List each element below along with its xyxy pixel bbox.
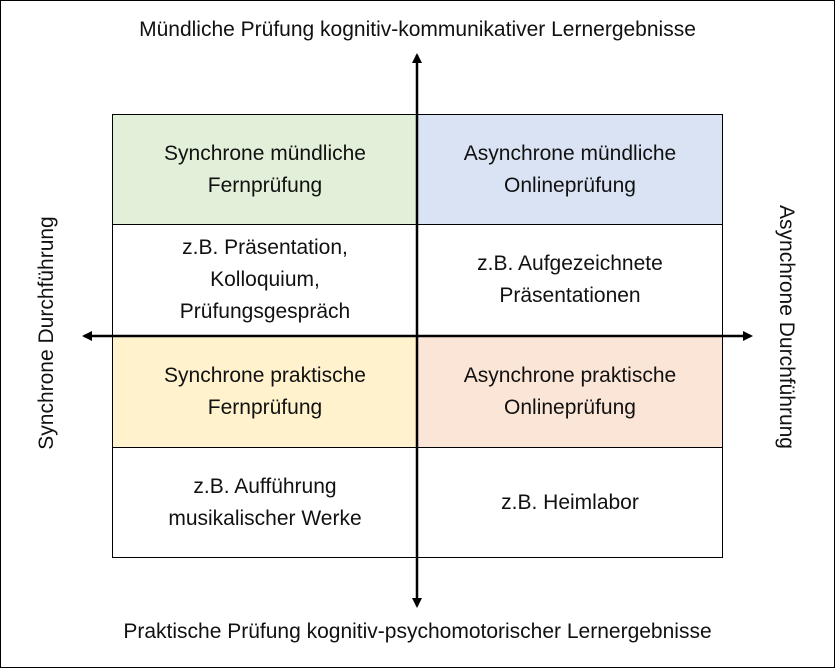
title-line: Fernprüfung bbox=[207, 395, 323, 419]
example-line: musikalischer Werke bbox=[168, 506, 362, 530]
quadrant-async-practical-title bbox=[417, 335, 723, 448]
left-axis-label: Synchrone Durchführung bbox=[35, 216, 58, 450]
quadrant-async-practical-examples bbox=[417, 447, 723, 558]
top-axis-label: Mündliche Prüfung kognitiv-kommunikativer Lernergebnisse bbox=[139, 18, 696, 41]
right-axis-label: Asynchrone Durchführung bbox=[775, 205, 798, 449]
example-line: z.B. Aufführung bbox=[193, 474, 337, 498]
title-line: Synchrone mündliche bbox=[164, 141, 366, 165]
bottom-axis-label: Praktische Prüfung kognitiv-psychomotorischer Lernergebnisse bbox=[123, 620, 712, 643]
title-line: Asynchrone mündliche bbox=[463, 141, 677, 165]
title-line: Onlineprüfung bbox=[504, 395, 636, 419]
quadrant-sync-oral-examples bbox=[112, 224, 418, 336]
quadrant-sync-practical-title bbox=[112, 335, 418, 448]
quadrant-async-oral-title bbox=[417, 114, 723, 225]
quadrant-sync-oral-title bbox=[112, 114, 418, 225]
example-line: Prüfungsgespräch bbox=[179, 300, 351, 323]
example-line: z.B. Aufgezeichnete bbox=[477, 252, 663, 275]
quadrant-sync-practical-examples bbox=[112, 447, 418, 558]
title-line: Synchrone praktische bbox=[164, 363, 366, 387]
example-line: z.B. Heimlabor bbox=[501, 490, 639, 514]
example-line: Kolloquium, bbox=[210, 268, 320, 291]
quadrant-async-oral-examples bbox=[417, 224, 723, 336]
example-line: Präsentationen bbox=[499, 284, 641, 307]
title-line: Asynchrone praktische bbox=[463, 363, 677, 387]
title-line: Onlineprüfung bbox=[504, 173, 636, 197]
example-line: z.B. Präsentation, bbox=[182, 236, 348, 259]
title-line: Fernprüfung bbox=[207, 173, 323, 197]
